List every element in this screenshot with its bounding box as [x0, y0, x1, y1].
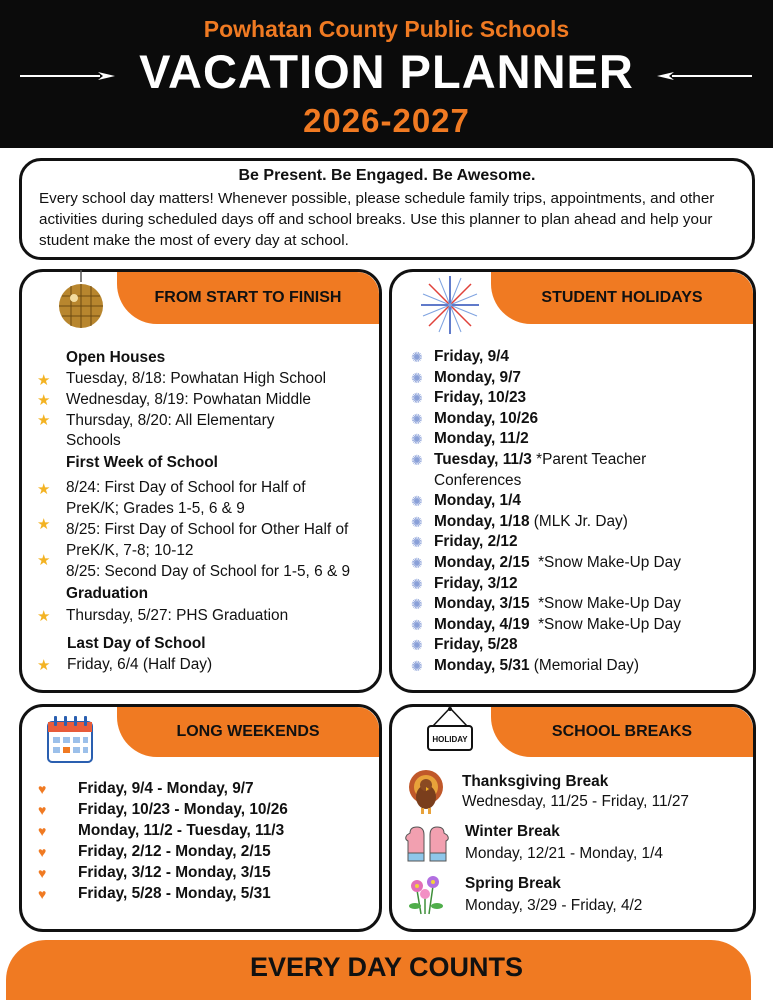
holiday-item [434, 574, 518, 595]
star-icon: ★ [37, 608, 51, 625]
holiday-note: *Parent Teacher [531, 451, 647, 468]
holiday-date: Monday, 3/15 [434, 595, 530, 613]
last-day-heading: Last Day of School [67, 635, 206, 652]
break-name: Winter Break [465, 823, 560, 840]
holiday-note: *Snow Make-Up Day [529, 595, 681, 613]
holiday-item [434, 635, 518, 656]
holidays-tab: STUDENT HOLIDAYS [491, 272, 753, 324]
graduation-heading: Graduation [66, 585, 149, 602]
list-item: Friday, 6/4 (Half Day) [67, 656, 213, 673]
open-houses-heading: Open Houses [66, 349, 166, 366]
flowers-icon [405, 872, 447, 916]
long-weekend-item: Friday, 2/12 - Monday, 2/15 [78, 843, 271, 860]
firework-bullet-icon: ✺ [411, 596, 423, 613]
break-dates: Wednesday, 11/25 - Friday, 11/27 [462, 793, 689, 810]
holiday-item [434, 388, 526, 409]
holiday-date: Monday, 10/26 [434, 409, 539, 427]
heart-icon: ♥ [38, 844, 47, 860]
holiday-item [434, 368, 521, 389]
fireworks-icon [417, 272, 483, 338]
heart-icon: ♥ [38, 886, 47, 902]
heart-icon: ♥ [38, 865, 47, 881]
holiday-date: Friday, 2/12 [434, 533, 518, 551]
holiday-item [434, 491, 521, 512]
firework-bullet-icon: ✺ [411, 349, 423, 365]
intro-body: Every school day matters! Whenever possible, please schedule family trips, appointments, and other activities during scheduled days off and school breaks. Use this planner to plan ahead and help your student make the most of every day at school. [39, 190, 715, 249]
holiday-item [434, 532, 518, 553]
intro-box [19, 158, 755, 260]
mittens-icon [404, 825, 450, 865]
district-name: Powhatan County Public Schools [203, 16, 570, 42]
holiday-date: Monday, 5/31 [434, 657, 530, 674]
turkey-icon [404, 767, 448, 815]
firework-bullet-icon: ✺ [411, 431, 423, 448]
school-breaks-tab: SCHOOL BREAKS [491, 707, 753, 757]
list-item: 8/25: First Day of School for Other Half of [66, 521, 349, 538]
intro-heading: Be Present. Be Engaged. Be Awesome. [238, 167, 536, 184]
list-item: 8/24: First Day of School for Half of [66, 479, 306, 496]
list-item: Tuesday, 8/18: Powhatan High School [66, 370, 327, 387]
holiday-item [434, 409, 538, 430]
firework-bullet-icon: ✺ [411, 658, 423, 674]
star-icon: ★ [37, 392, 51, 409]
holiday-item [434, 656, 639, 677]
firework-bullet-icon: ✺ [411, 390, 423, 407]
list-item: Thursday, 8/20: All Elementary [66, 412, 275, 429]
star-icon: ★ [37, 657, 51, 674]
holiday-date: Monday, 4/19 [434, 615, 530, 633]
heart-icon: ♥ [38, 781, 47, 797]
holiday-item [434, 450, 646, 471]
footer-slogan: EVERY DAY COUNTS [249, 952, 524, 982]
holiday-note: (MLK Jr. Day) [529, 512, 628, 530]
firework-bullet-icon: ✺ [411, 575, 423, 592]
holiday-item [434, 615, 681, 636]
list-item: 8/25: Second Day of School for 1-5, 6 & 9 [66, 563, 351, 580]
holiday-date: Friday, 5/28 [434, 636, 518, 654]
heart-icon: ♥ [38, 823, 47, 839]
break-dates: Monday, 12/21 - Monday, 1/4 [465, 845, 663, 862]
holiday-item [434, 512, 628, 533]
holiday-date: Monday, 1/4 [434, 492, 521, 510]
long-weekends-tab: LONG WEEKENDS [117, 707, 379, 757]
holiday-note: Conferences [434, 471, 522, 489]
holiday-date: Monday, 9/7 [434, 368, 521, 386]
firework-bullet-icon: ✺ [411, 616, 423, 633]
calendar-icon [44, 712, 100, 768]
list-item: PreK/K; Grades 1-5, 6 & 9 [66, 500, 245, 517]
firework-bullet-icon: ✺ [411, 369, 423, 386]
holiday-date: Friday, 3/12 [434, 574, 518, 592]
first-week-heading: First Week of School [66, 454, 218, 471]
star-icon: ★ [37, 481, 51, 498]
holiday-sign-text: HOLIDAY [432, 735, 468, 744]
holiday-note: (Memorial Day) [529, 657, 639, 674]
list-item: Thursday, 5/27: PHS Graduation [66, 607, 289, 624]
list-item: Wednesday, 8/19: Powhatan Middle [66, 391, 311, 408]
long-weekend-item: Monday, 11/2 - Tuesday, 11/3 [78, 822, 285, 839]
list-item: Schools [66, 432, 121, 449]
long-weekend-item: Friday, 3/12 - Monday, 3/15 [78, 864, 271, 881]
holiday-date: Monday, 2/15 [434, 554, 530, 571]
firework-bullet-icon: ✺ [411, 555, 423, 571]
star-icon: ★ [37, 412, 51, 429]
holiday-date: Friday, 10/23 [434, 389, 527, 407]
long-weekend-item: Friday, 5/28 - Monday, 5/31 [78, 885, 271, 902]
school-year: 2026-2027 [303, 102, 470, 139]
holiday-item [434, 347, 509, 368]
firework-bullet-icon: ✺ [411, 493, 423, 510]
holiday-item [434, 553, 681, 574]
holiday-date: Friday, 9/4 [434, 348, 509, 365]
holiday-date: Monday, 1/18 [434, 512, 530, 530]
firework-bullet-icon: ✺ [411, 637, 423, 654]
list-item: PreK/K, 7-8; 10-12 [66, 542, 194, 559]
break-name: Thanksgiving Break [462, 773, 609, 790]
break-dates: Monday, 3/29 - Friday, 4/2 [465, 897, 643, 914]
holiday-note: *Snow Make-Up Day [529, 615, 681, 633]
holiday-date: Tuesday, 11/3 [434, 451, 532, 468]
firework-bullet-icon: ✺ [411, 534, 423, 551]
disco-ball-icon [56, 270, 106, 332]
star-icon: ★ [37, 552, 51, 569]
holiday-item [434, 429, 529, 450]
heart-icon: ♥ [38, 802, 47, 818]
firework-bullet-icon: ✺ [411, 513, 423, 530]
holiday-note: *Snow Make-Up Day [529, 554, 681, 571]
firework-bullet-icon: ✺ [411, 410, 423, 427]
star-icon: ★ [37, 372, 51, 389]
break-name: Spring Break [465, 875, 561, 892]
holiday-sign-icon [425, 706, 475, 756]
start-finish-tab: FROM START TO FINISH [117, 272, 379, 324]
long-weekend-item: Friday, 10/23 - Monday, 10/26 [78, 801, 288, 818]
firework-bullet-icon: ✺ [411, 452, 423, 468]
holiday-item [434, 594, 681, 615]
long-weekend-item: Friday, 9/4 - Monday, 9/7 [78, 780, 254, 797]
holiday-date: Monday, 11/2 [434, 430, 529, 448]
page-title: VACATION PLANNER [139, 45, 634, 98]
star-icon: ★ [37, 516, 51, 533]
holiday-item [434, 471, 521, 492]
